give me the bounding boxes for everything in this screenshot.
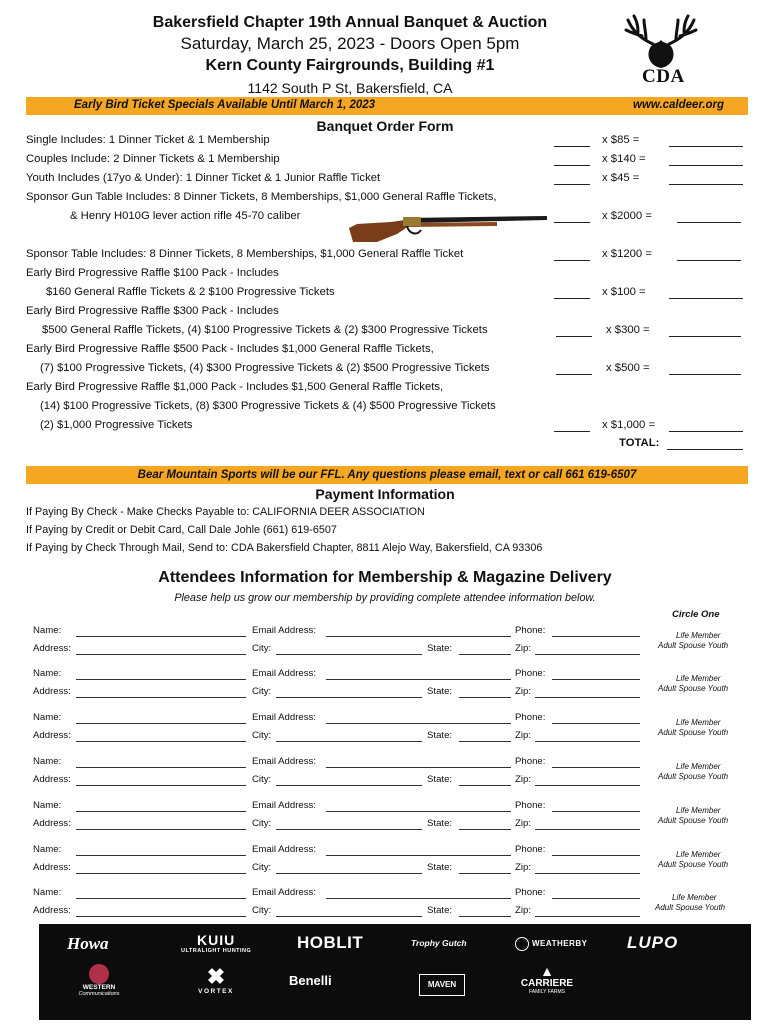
price-gun-table: x $2000 = — [602, 210, 652, 222]
kuiu-name: KUIU — [197, 932, 236, 948]
weatherby-name: WEATHERBY — [532, 939, 588, 949]
event-venue: Kern County Fairgrounds, Building #1 — [205, 57, 495, 74]
vortex-logo — [189, 966, 243, 995]
qty-blank-100-pack[interactable] — [554, 298, 590, 299]
city-label: City: — [252, 905, 272, 916]
address-label: Address: — [33, 686, 71, 697]
qty-blank-sponsor-table[interactable] — [554, 260, 590, 261]
order-line-300-pack: Early Bird Progressive Raffle $300 Pack - Includes — [26, 305, 279, 317]
carriere-logo — [517, 964, 577, 995]
life-member-option[interactable]: Life Member — [676, 631, 721, 640]
phone-field[interactable] — [552, 636, 640, 637]
phone-label: Phone: — [515, 668, 546, 679]
order-line-500-pack-detail: (7) $100 Progressive Tickets, (4) $300 Progressive Tickets & (2) $500 Progressive Tickets — [40, 362, 490, 374]
amount-blank-sponsor-table[interactable] — [677, 260, 741, 261]
carriere-sub: FAMILY FARMS — [529, 989, 565, 995]
western-name: WESTERN — [82, 984, 116, 991]
payment-check: If Paying By Check - Make Checks Payable to: CALIFORNIA DEER ASSOCIATION — [26, 506, 425, 518]
name-label: Name: — [33, 887, 62, 898]
zip-field[interactable] — [535, 785, 640, 786]
email-field[interactable] — [326, 723, 511, 724]
address-label: Address: — [33, 730, 71, 741]
total-blank[interactable] — [667, 449, 743, 450]
name-label: Name: — [33, 844, 62, 855]
phone-field[interactable] — [552, 811, 640, 812]
city-label: City: — [252, 862, 272, 873]
city-field[interactable] — [276, 654, 422, 655]
state-field[interactable] — [459, 829, 511, 830]
address-field[interactable] — [76, 829, 246, 830]
email-label: Email Address: — [252, 800, 316, 811]
state-label: State: — [427, 862, 453, 873]
qty-blank-1000-pack[interactable] — [554, 431, 590, 432]
email-label: Email Address: — [252, 625, 316, 636]
name-field[interactable] — [76, 811, 246, 812]
email-label: Email Address: — [252, 668, 316, 679]
order-line-couples: Couples Include: 2 Dinner Tickets & 1 Membership — [26, 153, 280, 165]
state-field[interactable] — [459, 741, 511, 742]
address-label: Address: — [33, 818, 71, 829]
vortex-name: VORTEX — [198, 988, 234, 995]
state-label: State: — [427, 686, 453, 697]
city-field[interactable] — [276, 916, 422, 917]
amount-blank-gun-table[interactable] — [677, 222, 741, 223]
life-member-option[interactable]: Life Member — [676, 806, 721, 815]
name-field[interactable] — [76, 723, 246, 724]
price-couples: x $140 = — [602, 153, 646, 165]
phone-label: Phone: — [515, 712, 546, 723]
membership-type-options[interactable]: Adult Spouse Youth — [658, 728, 729, 737]
phone-field[interactable] — [552, 767, 640, 768]
life-member-option[interactable]: Life Member — [676, 850, 721, 859]
email-field[interactable] — [326, 811, 511, 812]
order-line-1000-pack: Early Bird Progressive Raffle $1,000 Pack - Includes $1,500 General Raffle Tickets, — [26, 381, 444, 393]
phone-label: Phone: — [515, 625, 546, 636]
event-date: Saturday, March 25, 2023 - Doors Open 5pm — [180, 34, 520, 53]
tree-icon: ▲ — [540, 963, 554, 979]
order-line-1000-pack-detail: (14) $100 Progressive Tickets, (8) $300 Progressive Tickets & (4) $500 Progressive Tickets — [40, 400, 496, 412]
state-label: State: — [427, 730, 453, 741]
email-field[interactable] — [326, 855, 511, 856]
price-single: x $85 = — [602, 134, 640, 146]
phone-label: Phone: — [515, 800, 546, 811]
amount-blank-100-pack[interactable] — [669, 298, 743, 299]
zip-field[interactable] — [535, 873, 640, 874]
phone-field[interactable] — [552, 679, 640, 680]
city-field[interactable] — [276, 697, 422, 698]
zip-field[interactable] — [535, 654, 640, 655]
name-field[interactable] — [76, 636, 246, 637]
price-youth: x $45 = — [602, 172, 640, 184]
email-field[interactable] — [326, 898, 511, 899]
price-300-pack: x $300 = — [606, 324, 650, 336]
phone-field[interactable] — [552, 855, 640, 856]
city-label: City: — [252, 818, 272, 829]
email-label: Email Address: — [252, 887, 316, 898]
name-label: Name: — [33, 800, 62, 811]
sponsor-logo-strip — [39, 924, 751, 1020]
vortex-v-icon: ✖ — [206, 964, 226, 989]
email-field[interactable] — [326, 679, 511, 680]
price-500-pack: x $500 = — [606, 362, 650, 374]
early-bird-banner — [26, 97, 748, 115]
phone-field[interactable] — [552, 898, 640, 899]
zip-field[interactable] — [535, 829, 640, 830]
name-field[interactable] — [76, 767, 246, 768]
payment-title: Payment Information — [315, 486, 455, 502]
rifle-image — [347, 204, 553, 244]
membership-type-options[interactable]: Adult Spouse Youth — [658, 860, 729, 869]
life-member-option[interactable]: Life Member — [676, 674, 721, 683]
state-field[interactable] — [459, 654, 511, 655]
state-label: State: — [427, 774, 453, 785]
name-label: Name: — [33, 625, 62, 636]
order-line-100-pack: Early Bird Progressive Raffle $100 Pack - Includes — [26, 267, 279, 279]
qty-blank-500-pack[interactable] — [556, 374, 592, 375]
website-link[interactable]: www.caldeer.org — [633, 99, 724, 111]
qty-blank-300-pack[interactable] — [556, 336, 592, 337]
membership-type-options[interactable]: Adult Spouse Youth — [658, 816, 729, 825]
order-line-1000-pack-detail-2: (2) $1,000 Progressive Tickets — [40, 419, 193, 431]
address-label: Address: — [33, 643, 71, 654]
benelli-logo: Benelli — [289, 973, 332, 988]
amount-blank-couples[interactable] — [669, 165, 743, 166]
order-line-500-pack: Early Bird Progressive Raffle $500 Pack - Includes $1,000 General Raffle Tickets, — [26, 343, 434, 355]
phone-label: Phone: — [515, 844, 546, 855]
city-field[interactable] — [276, 829, 422, 830]
state-label: State: — [427, 643, 453, 654]
qty-blank-couples[interactable] — [554, 165, 590, 166]
cda-logo — [620, 14, 702, 90]
zip-label: Zip: — [515, 730, 531, 741]
city-field[interactable] — [276, 873, 422, 874]
address-label: Address: — [33, 774, 71, 785]
zip-label: Zip: — [515, 643, 531, 654]
event-title: Bakersfield Chapter 19th Annual Banquet & Auction — [152, 14, 548, 31]
lupo-logo: LUPO — [627, 933, 679, 952]
early-bird-text: Early Bird Ticket Specials Available Until March 1, 2023 — [74, 99, 376, 111]
event-header — [0, 12, 700, 99]
zip-label: Zip: — [515, 905, 531, 916]
western-emblem-icon — [89, 964, 109, 984]
zip-label: Zip: — [515, 774, 531, 785]
howa-logo: Howa — [67, 934, 109, 953]
circle-one-label: Circle One — [672, 609, 720, 620]
attendees-subtitle: Please help us grow our membership by providing complete attendee information below. — [174, 592, 596, 604]
qty-blank-single[interactable] — [554, 146, 590, 147]
order-line-gun-table-rifle: & Henry H010G lever action rifle 45-70 caliber — [70, 210, 301, 222]
address-field[interactable] — [76, 785, 246, 786]
carriere-name: CARRIERE — [520, 978, 574, 989]
zip-label: Zip: — [515, 686, 531, 697]
state-label: State: — [427, 818, 453, 829]
logo-text: CDA — [642, 66, 685, 87]
phone-field[interactable] — [552, 723, 640, 724]
name-field[interactable] — [76, 898, 246, 899]
state-label: State: — [427, 905, 453, 916]
life-member-option[interactable]: Life Member — [676, 762, 721, 771]
weatherby-logo — [515, 937, 587, 951]
weatherby-emblem-icon — [515, 937, 529, 951]
membership-type-options[interactable]: Adult Spouse Youth — [658, 772, 729, 781]
order-line-single: Single Includes: 1 Dinner Ticket & 1 Membership — [26, 134, 270, 146]
order-line-100-pack-detail: $160 General Raffle Tickets & 2 $100 Progressive Tickets — [46, 286, 335, 298]
address-label: Address: — [33, 862, 71, 873]
city-label: City: — [252, 730, 272, 741]
address-field[interactable] — [76, 916, 246, 917]
name-field[interactable] — [76, 855, 246, 856]
amount-blank-500-pack[interactable] — [669, 374, 741, 375]
event-address: 1142 South P St, Bakersfield, CA — [247, 80, 453, 96]
kuiu-sub: ULTRALIGHT HUNTING — [181, 948, 252, 954]
name-label: Name: — [33, 668, 62, 679]
phone-label: Phone: — [515, 756, 546, 767]
price-100-pack: x $100 = — [602, 286, 646, 298]
maven-logo: MAVEN — [419, 974, 465, 996]
email-field[interactable] — [326, 767, 511, 768]
phone-label: Phone: — [515, 887, 546, 898]
membership-type-options[interactable]: Adult Spouse Youth — [658, 684, 729, 693]
price-1000-pack: x $1,000 = — [602, 419, 656, 431]
amount-blank-300-pack[interactable] — [669, 336, 741, 337]
state-field[interactable] — [459, 873, 511, 874]
name-label: Name: — [33, 712, 62, 723]
state-field[interactable] — [459, 785, 511, 786]
name-label: Name: — [33, 756, 62, 767]
payment-card: If Paying by Credit or Debit Card, Call Dale Johle (661) 619-6507 — [26, 524, 337, 536]
life-member-option[interactable]: Life Member — [672, 893, 717, 902]
western-sub: Communications — [78, 991, 120, 997]
address-field[interactable] — [76, 654, 246, 655]
zip-field[interactable] — [535, 741, 640, 742]
zip-label: Zip: — [515, 862, 531, 873]
membership-type-options[interactable]: Adult Spouse Youth — [658, 641, 729, 650]
membership-type-options[interactable]: Adult Spouse Youth — [655, 903, 726, 912]
zip-field[interactable] — [535, 697, 640, 698]
name-field[interactable] — [76, 679, 246, 680]
address-field[interactable] — [76, 873, 246, 874]
city-label: City: — [252, 686, 272, 697]
city-field[interactable] — [276, 785, 422, 786]
email-label: Email Address: — [252, 844, 316, 855]
qty-blank-gun-table[interactable] — [554, 222, 590, 223]
western-logo — [71, 964, 127, 997]
order-line-gun-table: Sponsor Gun Table Includes: 8 Dinner Tickets, 8 Memberships, $1,000 General Raffle Tickets, — [26, 191, 497, 203]
total-label: TOTAL: — [619, 437, 660, 449]
state-field[interactable] — [459, 697, 511, 698]
amount-blank-1000-pack[interactable] — [669, 431, 743, 432]
ffl-banner: Bear Mountain Sports will be our FFL. Any questions please email, text or call 661 619-6507 — [26, 466, 748, 484]
email-label: Email Address: — [252, 756, 316, 767]
attendees-title: Attendees Information for Membership & Magazine Delivery — [158, 569, 612, 586]
city-field[interactable] — [276, 741, 422, 742]
address-field[interactable] — [76, 741, 246, 742]
kuiu-logo — [181, 932, 251, 954]
amount-blank-youth[interactable] — [669, 184, 743, 185]
zip-label: Zip: — [515, 818, 531, 829]
qty-blank-youth[interactable] — [554, 184, 590, 185]
amount-blank-single[interactable] — [669, 146, 743, 147]
price-sponsor-table: x $1200 = — [602, 248, 652, 260]
city-label: City: — [252, 643, 272, 654]
order-line-youth: Youth Includes (17yo & Under): 1 Dinner Ticket & 1 Junior Raffle Ticket — [26, 172, 381, 184]
life-member-option[interactable]: Life Member — [676, 718, 721, 727]
order-line-sponsor-table: Sponsor Table Includes: 8 Dinner Tickets, 8 Memberships, $1,000 General Raffle Ticket — [26, 248, 464, 260]
email-label: Email Address: — [252, 712, 316, 723]
order-form-title: Banquet Order Form — [316, 118, 454, 134]
payment-mail: If Paying by Check Through Mail, Send to: CDA Bakersfield Chapter, 8811 Alejo Way, Bakersfield, CA 93306 — [26, 542, 543, 554]
deer-antlers-icon — [620, 14, 702, 70]
state-field[interactable] — [459, 916, 511, 917]
email-field[interactable] — [326, 636, 511, 637]
city-label: City: — [252, 774, 272, 785]
order-line-300-pack-detail: $500 General Raffle Tickets, (4) $100 Progressive Tickets & (2) $300 Progressive Tickets — [42, 324, 488, 336]
address-field[interactable] — [76, 697, 246, 698]
trophy-gutch-logo: Trophy Gutch — [411, 938, 467, 948]
hoblit-logo: HOBLIT — [297, 933, 364, 952]
zip-field[interactable] — [535, 916, 640, 917]
address-label: Address: — [33, 905, 71, 916]
